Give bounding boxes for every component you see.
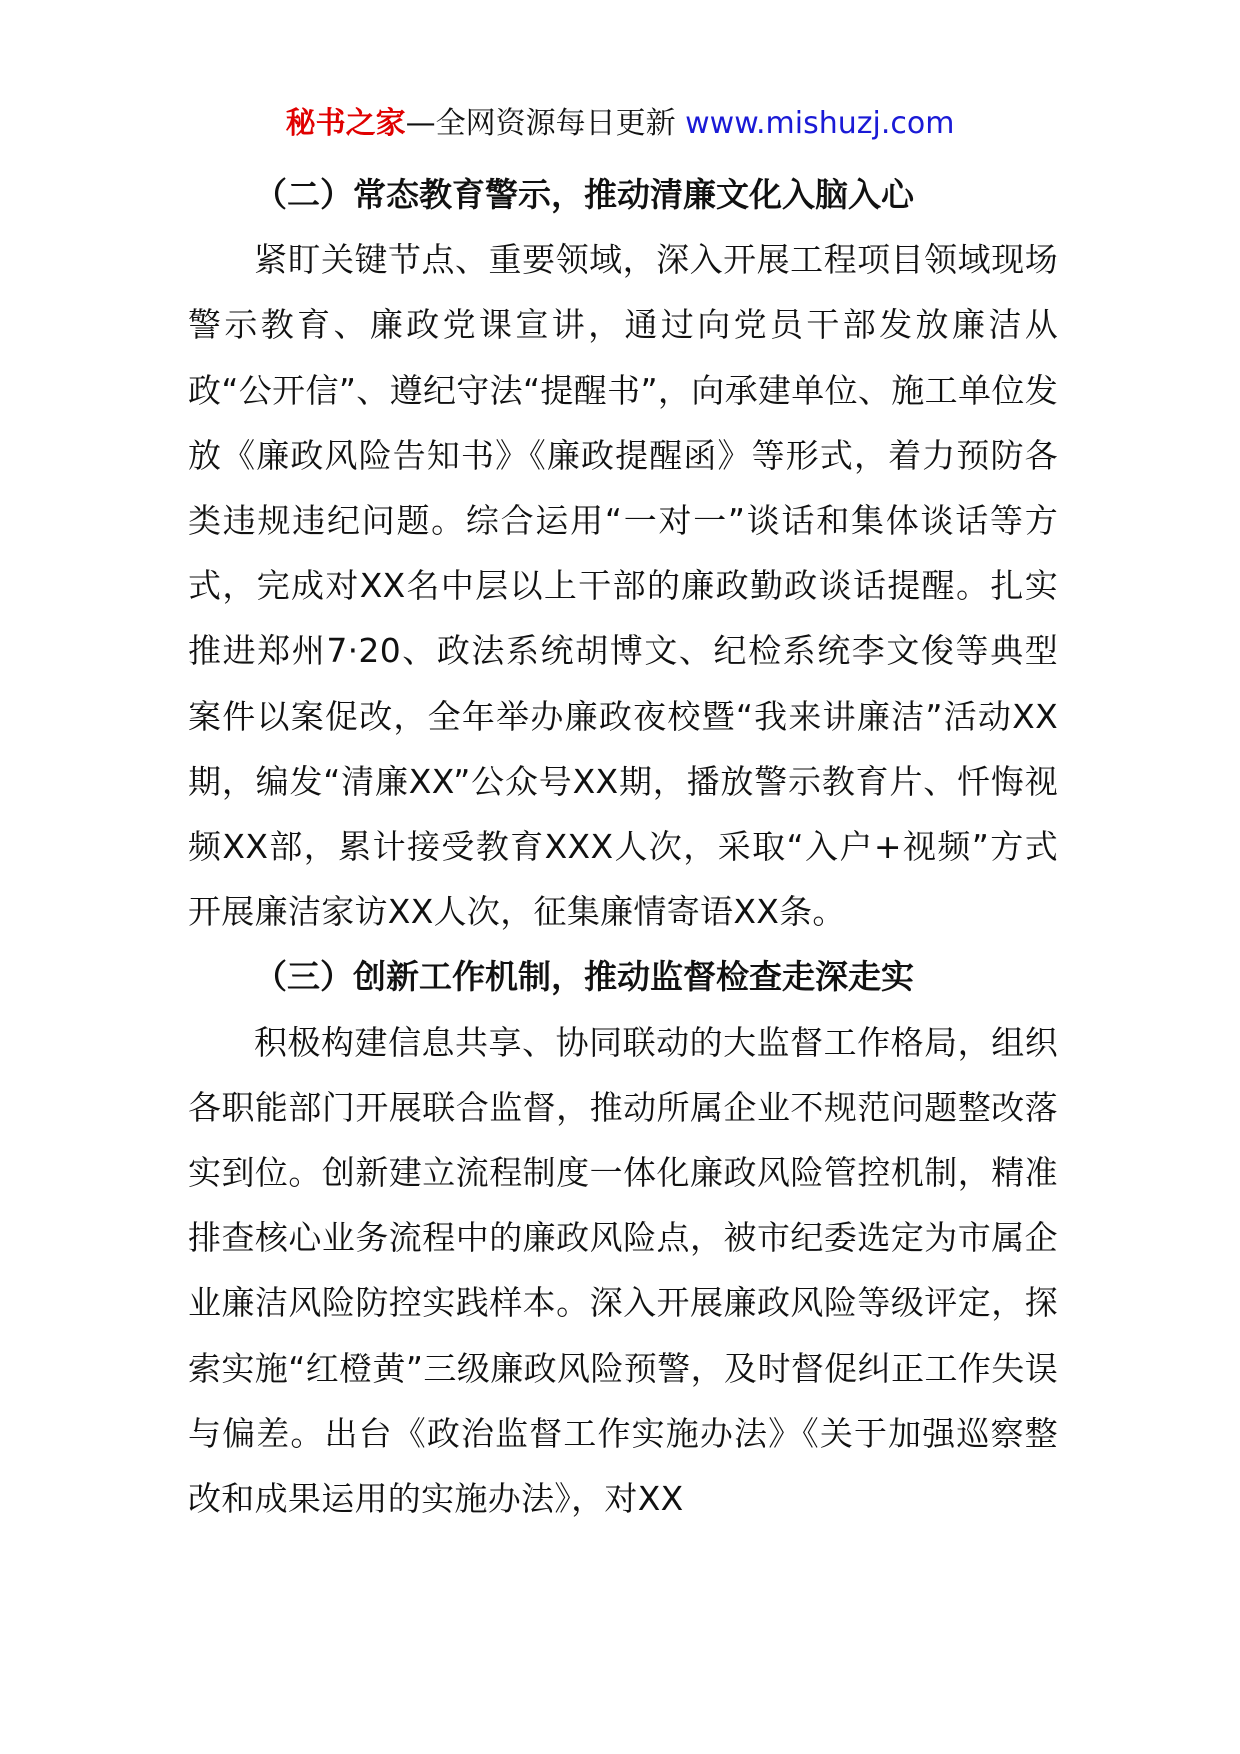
section-heading-3: （三）创新工作机制，推动监督检查走深走实 <box>254 957 914 997</box>
section-heading-2: （二）常态教育警示，推动清廉文化入脑入心 <box>254 175 914 214</box>
page-header <box>0 102 1240 146</box>
header-url[interactable]: www.mishuzj.com <box>685 106 955 141</box>
header-slogan: 全网资源每日更新 <box>435 106 676 141</box>
header-dash: — <box>405 106 436 141</box>
section-paragraph-2: 紧盯关键节点、重要领域，深入开展工程项目领域现场警示教育、廉政党课宣讲，通过向党员干部发放廉洁从政“公开信”、遵纪守法“提醒书”，向承建单位、施工单位发放《廉政风险告知书》《廉政提醒函》等形式，着力预防各类违规违纪问题。综合运用“一对一”谈话和集体谈话等方式，完成对XX名中层以上干部的廉政勤政谈话提醒。扎实推进郑州7·20、政法系统胡博文、纪检系统李文俊等典型案件以案促改，全年举办廉政夜校暨“我来讲廉洁”活动XX期，编发“清廉XX”公众号XX期，播放警示教育片、忏悔视频XX部，累计接受教育XXX人次，采取“入户+视频”方式开展廉洁家访XX人次，征集廉情寄语XX条。 <box>188 240 1058 932</box>
brand-name: 秘书之家 <box>285 106 406 141</box>
document-body <box>188 162 1058 1531</box>
section-paragraph-3: 积极构建信息共享、协同联动的大监督工作格局，组织各职能部门开展联合监督，推动所属企业不规范问题整改落实到位。创新建立流程制度一体化廉政风险管控机制，精准排查核心业务流程中的廉政风险点，被市纪委选定为市属企业廉洁风险防控实践样本。深入开展廉政风险等级评定，探索实施“红橙黄”三级廉政风险预警，及时督促纠正工作失误与偏差。出台《政治监督工作实施办法》《关于加强巡察整改和成果运用的实施办法》，对XX <box>188 1022 1058 1519</box>
